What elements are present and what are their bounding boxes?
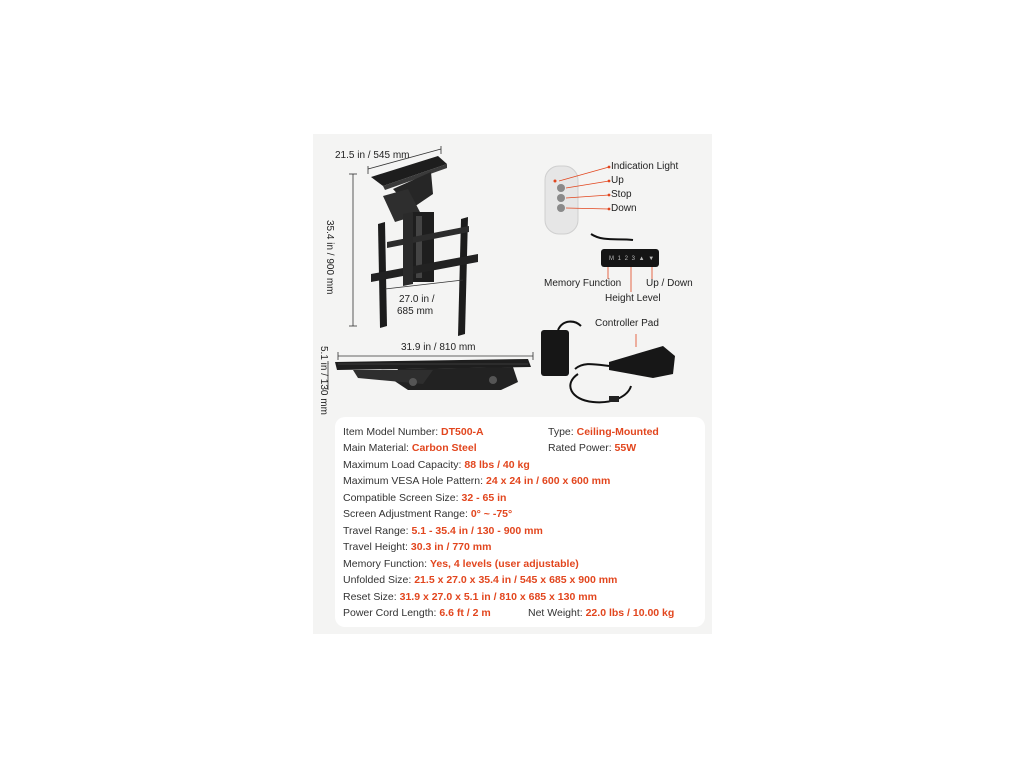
controller-pad-label: Controller Pad bbox=[595, 318, 659, 329]
spec-adjustment-range: Screen Adjustment Range: 0° ~ -75° bbox=[343, 508, 513, 520]
spec-unfolded-size: Unfolded Size: 21.5 x 27.0 x 35.4 in / 545 x 685 x 900 mm bbox=[343, 574, 618, 586]
spec-net-weight: Net Weight: 22.0 lbs / 10.00 kg bbox=[528, 607, 675, 619]
spec-travel-range: Travel Range: 5.1 - 35.4 in / 130 - 900 mm bbox=[343, 525, 543, 537]
height-dimension: 35.4 in / 900 mm bbox=[324, 220, 335, 295]
folded-height-dimension: 5.1 in / 130 mm bbox=[318, 346, 329, 415]
stop-label: Stop bbox=[611, 189, 632, 200]
down-label: Down bbox=[611, 203, 637, 214]
up-label: Up bbox=[611, 175, 624, 186]
keypad-buttons: M 1 2 3 ▲ ▼ bbox=[609, 256, 656, 262]
vesa-width-dimension-line1: 27.0 in / bbox=[399, 294, 435, 305]
top-width-dimension: 21.5 in / 545 mm bbox=[335, 150, 410, 161]
spec-power-cord: Power Cord Length: 6.6 ft / 2 m bbox=[343, 607, 491, 619]
memory-function-label: Memory Function bbox=[544, 278, 622, 289]
spec-vesa: Maximum VESA Hole Pattern: 24 x 24 in / 600 x 600 mm bbox=[343, 475, 611, 487]
spec-reset-size: Reset Size: 31.9 x 27.0 x 5.1 in / 810 x 685 x 130 mm bbox=[343, 591, 597, 603]
specs-panel bbox=[335, 417, 705, 627]
spec-memory-function: Memory Function: Yes, 4 levels (user adjustable) bbox=[343, 558, 579, 570]
up-down-label: Up / Down bbox=[646, 278, 693, 289]
spec-load-capacity: Maximum Load Capacity: 88 lbs / 40 kg bbox=[343, 459, 530, 471]
folded-length-dimension: 31.9 in / 810 mm bbox=[401, 342, 476, 353]
product-spec-card bbox=[313, 134, 712, 634]
spec-type: Type: Ceiling-Mounted bbox=[548, 426, 659, 438]
vesa-width-dimension-line2: 685 mm bbox=[397, 306, 434, 317]
height-level-label: Height Level bbox=[605, 293, 661, 304]
indication-light-label: Indication Light bbox=[611, 161, 679, 172]
spec-rated-power: Rated Power: 55W bbox=[548, 442, 637, 454]
spec-travel-height: Travel Height: 30.3 in / 770 mm bbox=[343, 541, 492, 553]
spec-model: Item Model Number: DT500-A bbox=[343, 426, 484, 438]
power-supply-illustration bbox=[313, 134, 712, 414]
spec-screen-size: Compatible Screen Size: 32 - 65 in bbox=[343, 492, 507, 504]
spec-material: Main Material: Carbon Steel bbox=[343, 442, 477, 454]
